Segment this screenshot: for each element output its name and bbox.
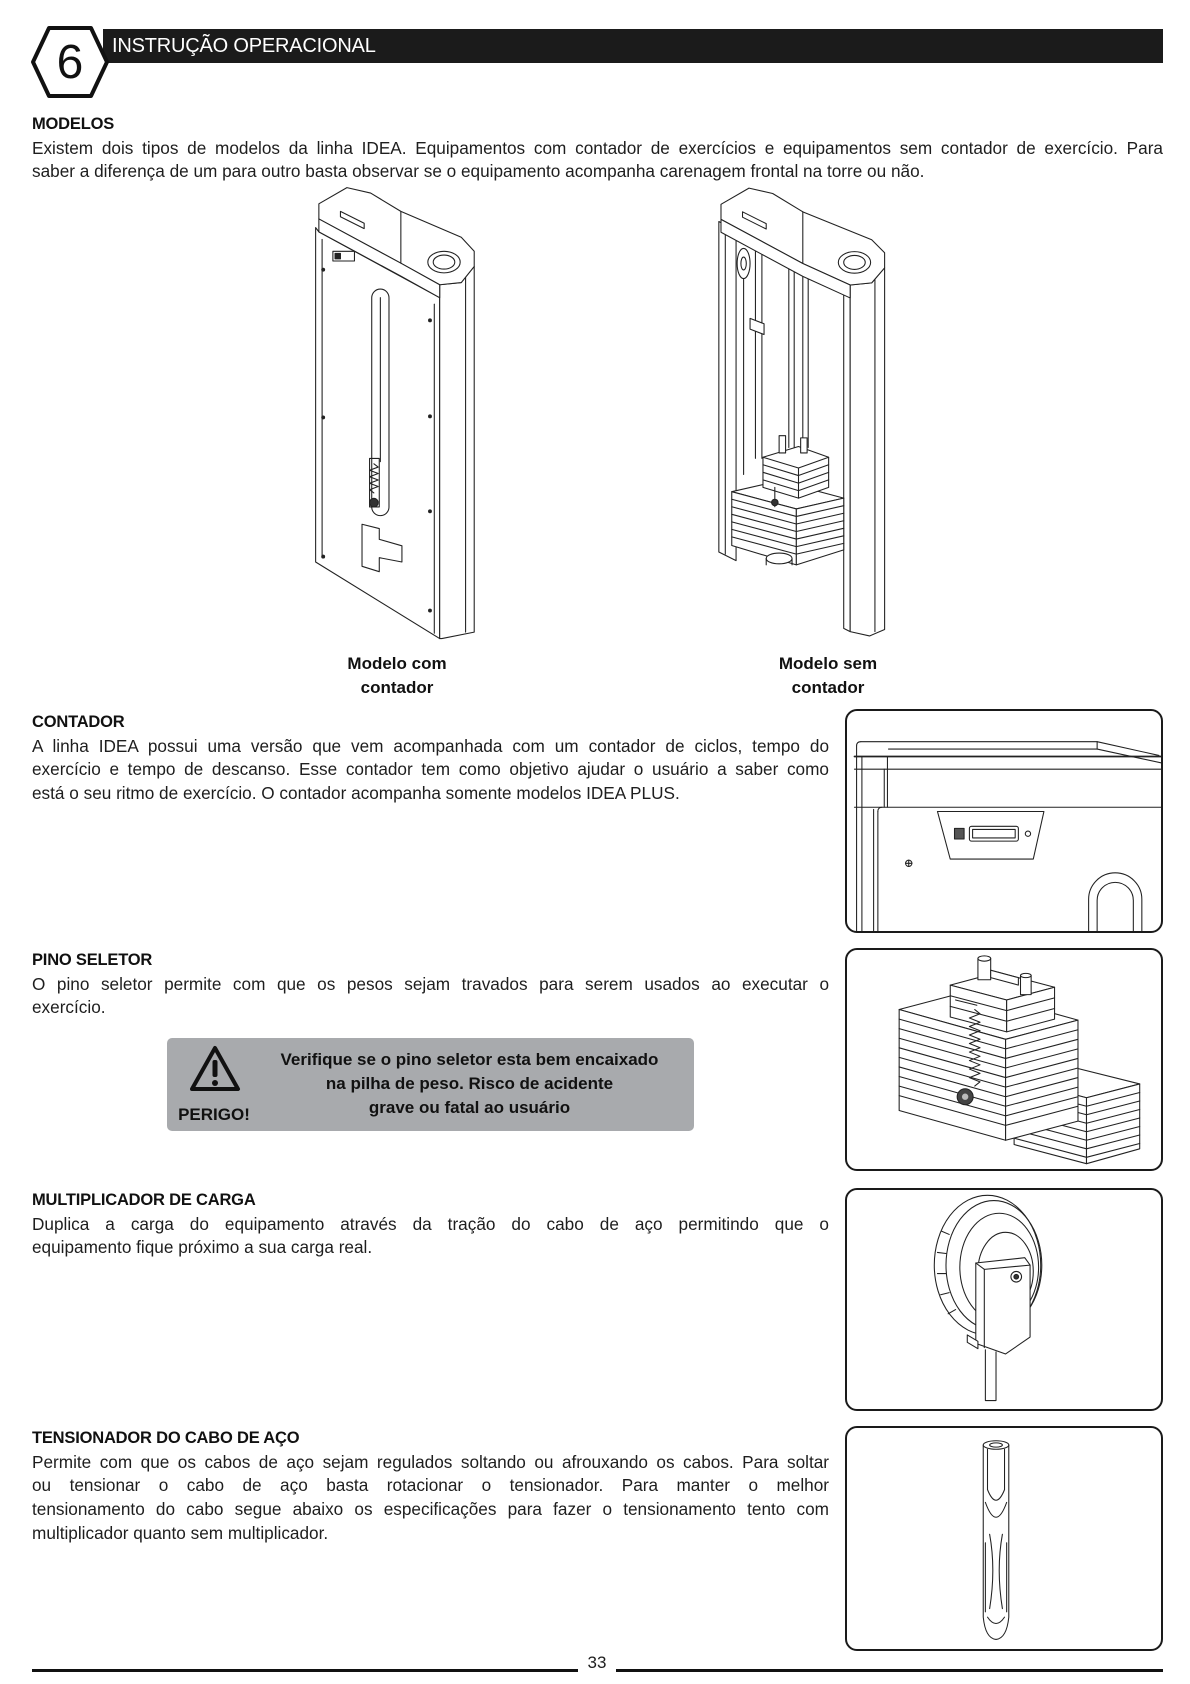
paragraph-line: O pino seletor permite com que os pesos sejam travados para serem usados ao executar o (32, 973, 829, 994)
section-contador (32, 711, 829, 806)
caption-line: Modelo sem (778, 654, 878, 673)
warning-triangle-icon (189, 1044, 241, 1094)
section-heading: MODELOS (32, 115, 115, 133)
caption-modelo-com-contador (297, 652, 497, 700)
selector-pin-figure (845, 948, 1163, 1171)
section-heading: CONTADOR (32, 713, 125, 731)
page-number: 33 (587, 1653, 607, 1672)
top-pulley (737, 248, 750, 278)
caption-line: Modelo com (347, 654, 447, 673)
header-bar (103, 29, 1163, 63)
caption-line: contador (791, 678, 865, 697)
caption-modelo-sem-contador (728, 652, 928, 700)
paragraph-line: A linha IDEA possui uma versão que vem acompanhada com um contador de ciclos, tempo do (32, 735, 829, 756)
paragraph-line: ou tensionar o cabo de aço basta rotacionar o tensionador. Para manter o melhor (32, 1475, 829, 1496)
paragraph-line: exercício e tempo de descanso. Esse contador tem como objetivo ajudar o usuário a saber como (32, 759, 829, 780)
counter-detail-illustration (847, 711, 1161, 931)
caption-line: contador (360, 678, 434, 697)
warning-line: na pilha de peso. Risco de acidente (325, 1074, 614, 1093)
selector-pin-illustration (847, 950, 1161, 1169)
footer-rule-right (616, 1669, 1163, 1672)
paragraph-line: está o seu ritmo de exercício. O contador acompanha somente modelos IDEA PLUS. (32, 783, 680, 804)
warning-line: grave ou fatal ao usuário (368, 1098, 571, 1117)
footer-rule-left (32, 1669, 578, 1672)
section-heading: MULTIPLICADOR DE CARGA (32, 1191, 256, 1209)
section-heading: TENSIONADOR DO CABO DE AÇO (32, 1429, 300, 1447)
section-heading: PINO SELETOR (32, 951, 153, 969)
paragraph-line: Existem dois tipos de modelos da linha IDEA. Equipamentos com contador de exercícios e equipamentos sem contador de exercício. Para (32, 137, 1163, 158)
danger-warning-box (167, 1038, 694, 1131)
paragraph-line: tensionamento do cabo segue abaixo os especificações para fazer o tensionamento tento com (32, 1499, 829, 1520)
counter-panel (937, 811, 1043, 859)
section-title: INSTRUÇÃO OPERACIONAL (112, 35, 376, 57)
section-number: 6 (56, 36, 84, 89)
paragraph-line: saber a diferença de um para outro basta observar se o equipamento acompanha carenagem frontal na torre ou não. (32, 161, 925, 182)
counter-detail-figure (845, 709, 1163, 933)
paragraph-line: Duplica a carga do equipamento através da tração do cabo de aço permitindo que o (32, 1213, 829, 1234)
section-pino-seletor (32, 949, 829, 1020)
weight-stack (732, 436, 844, 565)
tensioner-illustration (847, 1428, 1161, 1649)
tower-with-counter-illustration (307, 181, 485, 642)
tower-without-counter-illustration (707, 181, 890, 642)
warning-label: PERIGO! (178, 1105, 250, 1124)
paragraph-line: exercício. (32, 997, 106, 1018)
section-modelos (32, 113, 1163, 184)
paragraph-line: equipamento fique próximo a sua carga real. (32, 1237, 373, 1258)
warning-line: Verifique se o pino seletor esta bem encaixado (280, 1050, 659, 1069)
pulley-illustration (847, 1190, 1161, 1409)
warning-text (262, 1048, 677, 1120)
paragraph-line: Permite com que os cabos de aço sejam regulados soltando ou afrouxando os cabos. Para soltar (32, 1451, 829, 1472)
section-multiplicador (32, 1189, 829, 1260)
section-tensionador (32, 1427, 829, 1545)
cable-tensioner-figure (845, 1426, 1163, 1651)
paragraph-line: multiplicador quanto sem multiplicador. (32, 1522, 329, 1543)
load-multiplier-figure (845, 1188, 1163, 1411)
